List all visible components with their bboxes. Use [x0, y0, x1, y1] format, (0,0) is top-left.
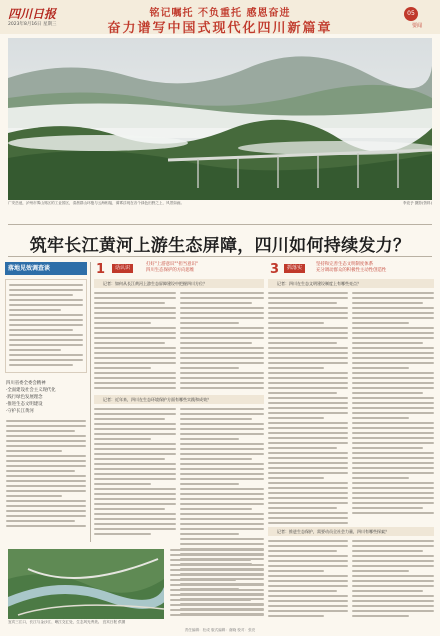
page-headline: 筑牢长江黄河上游生态屏障，四川如何持续发力？ [29, 236, 411, 256]
rail-title: 落地见效调查谈 [5, 262, 87, 275]
tag-renshi: 话认识 [112, 264, 133, 273]
left-subhead: 打好"上游意识""担当意识" 四川生态保护的方向思维 [146, 262, 198, 273]
article-text [352, 540, 434, 620]
rail-link[interactable]: 四川省委全委会精神 [6, 381, 46, 386]
river-illustration [8, 549, 164, 619]
rail-link[interactable]: ·践行绿色发展理念 [6, 395, 43, 400]
tag-zhualuoshi: 抓落实 [284, 264, 305, 273]
section-label: 要闻 [411, 23, 422, 29]
hero-photo [8, 38, 432, 200]
issue-date: 2023年8月16日 星期三 [8, 22, 57, 27]
newspaper-brand: 四川日报 [8, 7, 57, 21]
question-bar: 记者：四川在生态文明建设制度上有哪些亮点？ [268, 279, 434, 288]
rail-links [6, 380, 86, 415]
bottom-photo [8, 549, 164, 619]
rail-link[interactable]: ·守护长江黄河 [6, 409, 34, 414]
page-number-badge: 05 [404, 7, 418, 21]
question-bar: 记者：如何从长江黄河上游生态屏障建设中把握四川方位？ [94, 279, 264, 288]
rail-text [6, 420, 86, 530]
rail-link[interactable]: ·全面建设社会主义现代化 [6, 388, 56, 393]
article-text [94, 292, 176, 392]
article-text [94, 408, 176, 538]
divider [8, 256, 432, 257]
article-text [268, 540, 348, 620]
hero-credit: 李竞予 摄影(资料) [402, 201, 432, 205]
bottom-photo-caption: 宜宾三江口，长江与金沙江、岷江交汇处，生态风光秀美。 宜宾日报 供图 [8, 620, 126, 624]
section-number-3: 3 [270, 262, 280, 277]
slogan-top: 铭记嘱托 不负重托 感恩奋进 [149, 8, 291, 19]
article-text [352, 292, 434, 517]
right-subhead: 坚持和完善生态文明制度体系 充分调动群众的积极性主动性创造性 [316, 262, 387, 273]
rail-link[interactable]: ·推进生态文明建设 [6, 402, 43, 407]
article-text [180, 292, 264, 392]
rail-intro-box [5, 279, 87, 373]
article-text [170, 549, 264, 619]
column-divider [90, 262, 91, 542]
question-bar: 记者：推进生态保护，需要动员全社会力量，四川有哪些探索？ [268, 527, 434, 536]
rail-intro-text [9, 284, 83, 369]
question-bar: 记者：近年来，四川在生态环境保护方面有哪些实践和成效？ [94, 395, 264, 404]
slogan-main: 奋力谱写中国式现代化四川新篇章 [107, 21, 333, 36]
divider [8, 224, 432, 225]
hero-caption: 广安岳池，泸州市雾山郊区的工业园区，清晨群山环抱与云海相接，薄雾浮现在各个绿色田野之上，风景如画。 [8, 201, 185, 205]
article-text [268, 292, 348, 527]
landscape-illustration [8, 38, 432, 200]
page-footer: 责任编辑：杜成 版式编辑：谢晓 校对：张亮 [184, 628, 256, 632]
section-number-1: 1 [96, 262, 106, 277]
